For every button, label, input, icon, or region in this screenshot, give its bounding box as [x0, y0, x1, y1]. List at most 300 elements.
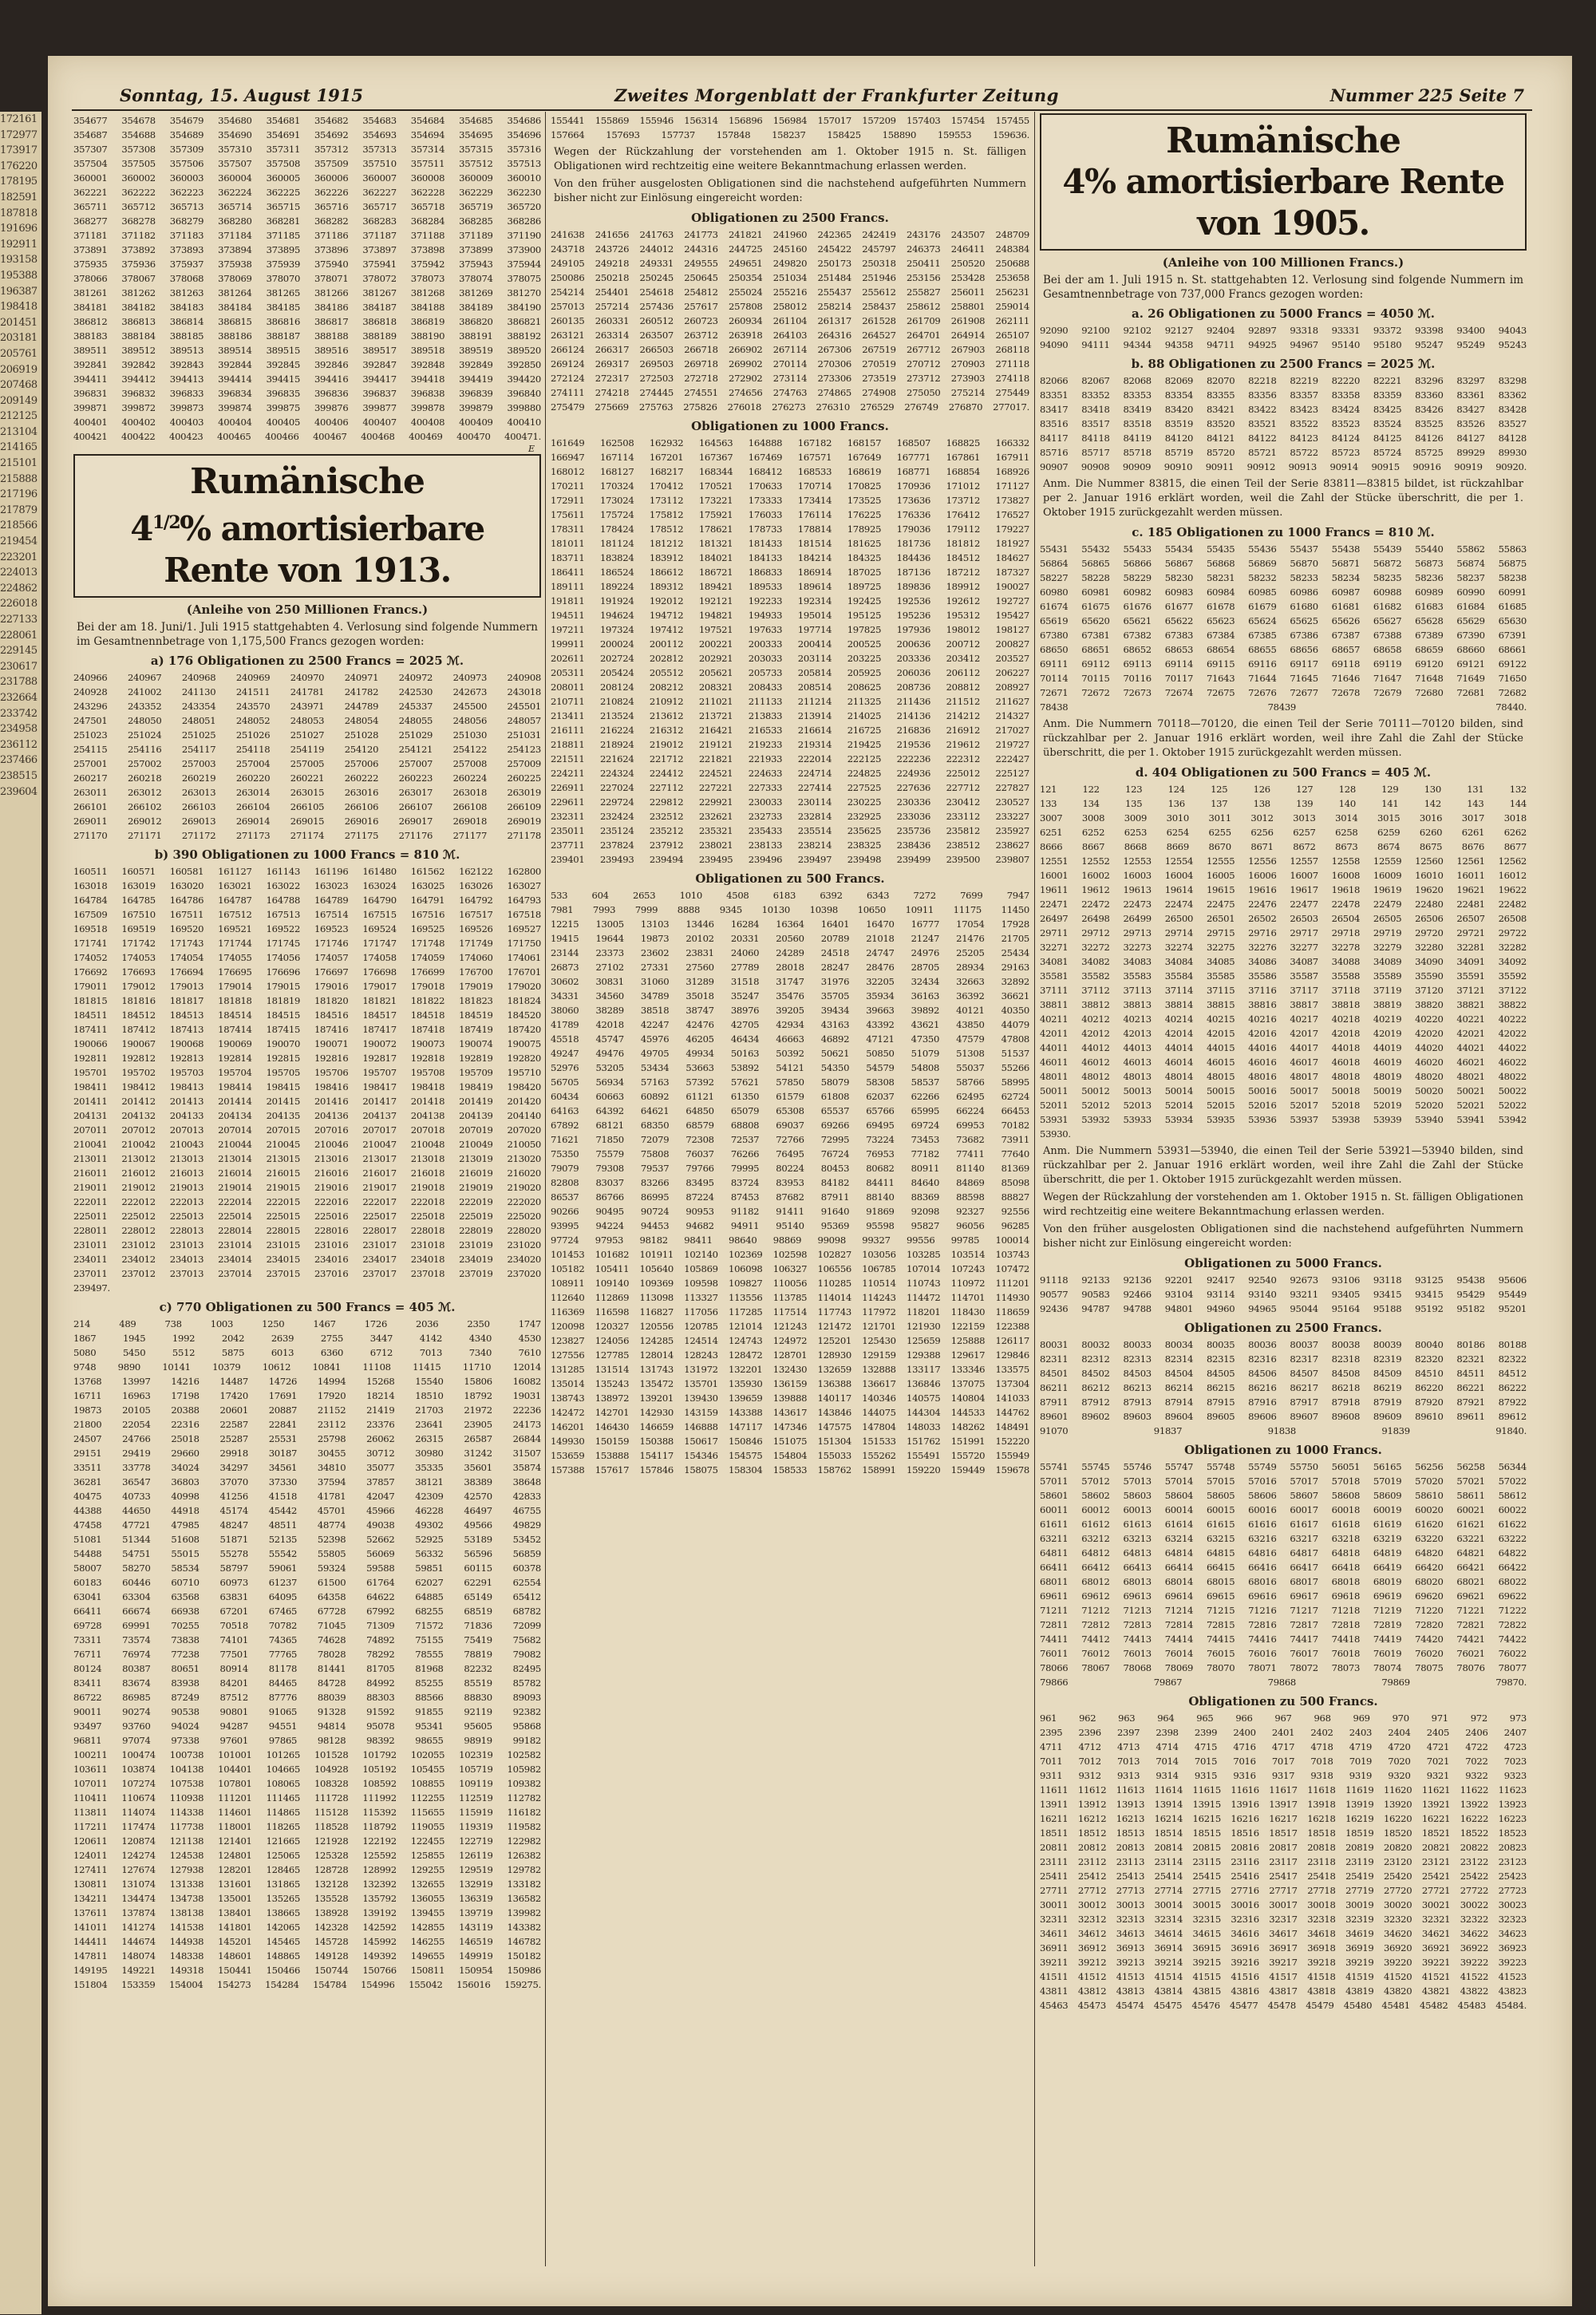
headline-line-1: Rumänische — [1166, 120, 1400, 161]
number-row: 229611 229724 229812 229921 230033 230114 230225 230336 230412 230527 — [551, 796, 1029, 808]
number-row: 33511 33778 34024 34297 34561 34810 35077 35335 35601 35874 — [73, 1462, 541, 1473]
number-row: 87911 87912 87913 87914 87915 87916 87917 87918 87919 87920 87921 87922 — [1040, 1397, 1527, 1408]
number-row: 91070 91837 91838 91839 91840. — [1040, 1425, 1527, 1436]
number-row: 41511 41512 41513 41514 41515 41516 41517 41518 41519 41520 41521 41522 41523 — [1040, 1971, 1527, 1982]
strip-number: 214165 — [0, 441, 38, 454]
strip-number: 217196 — [0, 488, 38, 501]
number-row: 58007 58270 58534 58797 59061 59324 59588 59851 60115 60378 — [73, 1562, 541, 1574]
number-row: 48011 48012 48013 48014 48015 48016 48017 48018 48019 48020 48021 48022 — [1040, 1071, 1527, 1082]
strip-number: 209149 — [0, 394, 38, 407]
number-row: 90011 90274 90538 90801 91065 91328 91592 91855 92119 92382 — [73, 1706, 541, 1717]
number-row: 1867 1945 1992 2042 2639 2755 3447 4142 4340 4530 — [73, 1333, 541, 1344]
section-heading: c. 185 Obligationen zu 1000 Francs = 810 ℳ. — [1132, 525, 1435, 539]
section-heading: Obligationen zu 2500 Francs. — [1184, 1321, 1382, 1335]
strip-number: 195388 — [0, 269, 38, 282]
number-row: 191811 191924 192012 192121 192233 192314 192425 192536 192612 192727 — [551, 595, 1029, 606]
strip-number: 187818 — [0, 207, 38, 219]
number-row: 274111 274218 274445 274551 274656 274763 274865 274908 275050 275214 275449 — [551, 387, 1029, 398]
number-row: 12551 12552 12553 12554 12555 12556 12557 12558 12559 12560 12561 12562 — [1040, 855, 1527, 867]
number-row: 65619 65620 65621 65622 65623 65624 65625 65626 65627 65628 65629 65630 — [1040, 615, 1527, 626]
number-row: 271170 271171 271172 271173 271174 271175 271176 271177 271178 — [73, 830, 541, 841]
number-row: 153659 153888 154117 154346 154575 154804 155033 155262 155491 155720 155949 — [551, 1450, 1029, 1461]
number-row: 250086 250218 250245 250645 250354 251034 251484 251946 253156 253428 253658 — [551, 272, 1029, 283]
section-heading: a. 26 Obligationen zu 5000 Francs = 4050 ℳ. — [1132, 306, 1435, 321]
number-row: 45463 45473 45474 45475 45476 45477 45478 45479 45480 45481 45482 45483 45484. — [1040, 2000, 1527, 2011]
headline-line-1: Rumänische — [190, 461, 425, 502]
number-row: 30011 30012 30013 30014 30015 30016 30017 30018 30019 30020 30021 30022 30023 — [1040, 1899, 1527, 1910]
number-row: 240966 240967 240968 240969 240970 240971 240972 240973 240908 — [73, 672, 541, 683]
number-row: 178311 178424 178512 178621 178733 178814 178925 179036 179112 179227 — [551, 523, 1029, 535]
number-row: 27711 27712 27713 27714 27715 27716 27717 27718 27719 27720 27721 27722 27723 — [1040, 1885, 1527, 1896]
number-row: 195701 195702 195703 195704 195705 195706 195707 195708 195709 195710 — [73, 1067, 541, 1078]
section-heading: Obligationen zu 2500 Francs. — [691, 211, 889, 225]
number-row: 64163 64392 64621 64850 65079 65308 65537 65766 65995 66224 66453 — [551, 1105, 1029, 1116]
number-row: 210711 210824 210912 211021 211133 211214 211325 211436 211512 211627 — [551, 696, 1029, 707]
number-row: 49247 49476 49705 49934 50163 50392 50621 50850 51079 51308 51537 — [551, 1048, 1029, 1059]
number-row: 216111 216224 216312 216421 216533 216614 216725 216836 216912 217027 — [551, 725, 1029, 736]
section-heading: b. 88 Obligationen zu 2500 Francs = 2025 ℳ. — [1131, 357, 1436, 371]
earlier-drawings-note: Von den früher ausgelosten Obligationen sind die nachstehend aufgeführten Nummern bisher nicht zur Einlösung eingereicht worden: — [554, 178, 1026, 204]
number-row: 90577 90583 92466 93104 93114 93140 93211 93405 93415 93415 95429 95449 — [1040, 1289, 1527, 1300]
number-row: 110411 110674 110938 111201 111465 111728 111992 112255 112519 112782 — [73, 1792, 541, 1803]
number-row: 392841 392842 392843 392844 392845 392846 392847 392848 392849 392850 — [73, 359, 541, 370]
number-row: 175611 175724 175812 175921 176033 176114 176225 176336 176412 176527 — [551, 509, 1029, 520]
number-row: 365711 365712 365713 365714 365715 365716 365717 365718 365719 365720 — [73, 201, 541, 212]
number-row: 272124 272317 272503 272718 272902 273114 273306 273519 273712 273903 274118 — [551, 373, 1029, 384]
number-row: 176692 176693 176694 176695 176696 176697 176698 176699 176700 176701 — [73, 966, 541, 978]
number-row: 91118 92133 92136 92201 92417 92540 92673 93106 93118 93125 95438 95606 — [1040, 1274, 1527, 1286]
section-heading: a) 176 Obligationen zu 2500 Francs = 2025 ℳ. — [150, 654, 464, 668]
section-heading: d. 404 Obligationen zu 500 Francs = 405 ℳ. — [1135, 765, 1432, 780]
number-row: 396831 396832 396833 396834 396835 396836 396837 396838 396839 396840 — [73, 388, 541, 399]
number-row: 90907 90908 90909 90910 90911 90912 90913 90914 90915 90916 90919 90920. — [1040, 461, 1527, 472]
number-row: 58227 58228 58229 58230 58231 58232 58233 58234 58235 58236 58237 58238 — [1040, 572, 1527, 583]
number-row: 275479 275669 275763 275826 276018 276273 276310 276529 276749 276870 277017. — [551, 401, 1029, 413]
strip-number: 228061 — [0, 629, 38, 642]
strip-number: 217879 — [0, 504, 38, 516]
number-row: 107011 107274 107538 107801 108065 108328 108592 108855 109119 109382 — [73, 1778, 541, 1789]
number-row: 213411 213524 213612 213721 213833 213914 214025 214136 214212 214327 — [551, 710, 1029, 721]
number-row: 155441 155869 155946 156314 156896 156984 157017 157209 157403 157454 157455 — [551, 115, 1029, 126]
number-row: 394411 394412 394413 394414 394415 394416 394417 394418 394419 394420 — [73, 373, 541, 385]
intro-paragraph: Bei der am 18. Juni/1. Juli 1915 stattgehabten 4. Verlosung sind folgende Nummern im Gesamtnennbetrage von 1,175,500 Francs gezogen worden: — [77, 621, 538, 648]
number-row: 135014 135243 135472 135701 135930 136159 136388 136617 136846 137075 137304 — [551, 1378, 1029, 1389]
number-row: 52976 53205 53434 53663 53892 54121 54350 54579 54808 55037 55266 — [551, 1062, 1029, 1073]
strip-number: 213104 — [0, 425, 38, 438]
number-row: 38060 38289 38518 38747 38976 39205 39434 39663 39892 40121 40350 — [551, 1005, 1029, 1016]
number-row: 44011 44012 44013 44014 44015 44016 44017 44018 44019 44020 44021 44022 — [1040, 1042, 1527, 1053]
number-row: 18511 18512 18513 18514 18515 18516 18517 18518 18519 18520 18521 18522 18523 — [1040, 1827, 1527, 1839]
number-row: 23111 23112 23113 23114 23115 23116 23117 23118 23119 23120 23121 23122 23123 — [1040, 1856, 1527, 1867]
number-row: 72671 72672 72673 72674 72675 72676 72677 72678 72679 72680 72681 72682 — [1040, 687, 1527, 698]
number-row: 251023 251024 251025 251026 251027 251028 251029 251030 251031 — [73, 729, 541, 741]
number-row: 360001 360002 360003 360004 360005 360006 360007 360008 360009 360010 — [73, 172, 541, 184]
number-row: 167509 167510 167511 167512 167513 167514 167515 167516 167517 167518 — [73, 909, 541, 920]
strip-number: 191696 — [0, 223, 38, 235]
strip-number: 219454 — [0, 535, 38, 548]
number-row: 157664 157693 157737 157848 158237 158425 158890 159553 159636. — [551, 129, 1029, 140]
number-row: 101453 101682 101911 102140 102369 102598 102827 103056 103285 103514 103743 — [551, 1249, 1029, 1260]
number-row: 381261 381262 381263 381264 381265 381266 381267 381268 381269 381270 — [73, 287, 541, 298]
issue-date: Sonntag, 15. August 1915 — [120, 85, 363, 105]
number-row: 181815 181816 181817 181818 181819 181820 181821 181822 181823 181824 — [73, 995, 541, 1006]
strip-number: 178195 — [0, 176, 38, 188]
number-row: 8666 8667 8668 8669 8670 8671 8672 8673 8674 8675 8676 8677 — [1040, 841, 1527, 852]
strip-number: 232664 — [0, 691, 38, 704]
number-row: 194511 194624 194712 194821 194933 195014 195125 195236 195312 195427 — [551, 610, 1029, 621]
number-row: 201411 201412 201413 201414 201415 201416 201417 201418 201419 201420 — [73, 1096, 541, 1107]
number-row: 13768 13997 14216 14487 14726 14994 15268 15540 15806 16082 — [73, 1376, 541, 1387]
number-row: 234011 234012 234013 234014 234015 234016 234017 234018 234019 234020 — [73, 1254, 541, 1265]
number-row: 205311 205424 205512 205621 205733 205814 205925 206036 206112 206227 — [551, 667, 1029, 678]
number-row: 9311 9312 9313 9314 9315 9316 9317 9318 9319 9320 9321 9322 9323 — [1040, 1770, 1527, 1781]
number-row: 12215 13005 13103 13446 16284 16364 16401 16470 16777 17054 17928 — [551, 918, 1029, 930]
number-row: 23144 23373 23602 23831 24060 24289 24518 24747 24976 25205 25434 — [551, 947, 1029, 958]
number-row: 43811 43812 43813 43814 43815 43816 43817 43818 43819 43820 43821 43822 43823 — [1040, 1985, 1527, 1997]
number-row: 147811 148074 148338 148601 148865 149128 149392 149655 149919 150182 — [73, 1950, 541, 1961]
number-row: 60183 60446 60710 60973 61237 61500 61764 62027 62291 62554 — [73, 1577, 541, 1588]
number-row: 47458 47721 47985 48247 48511 48774 49038 49302 49566 49829 — [73, 1519, 541, 1531]
number-row: 79079 79308 79537 79766 79995 80224 80453 80682 80911 81140 81369 — [551, 1163, 1029, 1174]
repayment-note: Wegen der Rückzahlung der vorstehenden am 1. Oktober 1915 n. St. fälligen Obligationen wird rechtzeitig eine weitere Bekanntmachung erlassen werden. — [554, 146, 1026, 172]
strip-number: 237466 — [0, 754, 38, 767]
number-row: 34081 34082 34083 34084 34085 34086 34087 34088 34089 34090 34091 34092 — [1040, 956, 1527, 967]
number-row: 151804 153359 154004 154273 154284 154784 154996 155042 156016 159275. — [73, 1979, 541, 1990]
number-row: 26873 27102 27331 27560 27789 28018 28247 28476 28705 28934 29163 — [551, 962, 1029, 973]
strip-number: 196387 — [0, 285, 38, 298]
number-row: 54488 54751 55015 55278 55542 55805 56069 56332 56596 56859 — [73, 1548, 541, 1559]
number-row: 120098 120327 120556 120785 121014 121243 121472 121701 121930 122159 122388 — [551, 1321, 1029, 1332]
number-row: 254115 254116 254117 254118 254119 254120 254121 254122 254123 — [73, 744, 541, 755]
loan-subtitle: (Anleihe von 250 Millionen Francs.) — [186, 602, 429, 617]
number-row: 199911 200024 200112 200221 200333 200414 200525 200636 200712 200827 — [551, 638, 1029, 650]
number-row: 60011 60012 60013 60014 60015 60016 60017 60018 60019 60020 60021 60022 — [1040, 1504, 1527, 1515]
number-row: 123827 124056 124285 124514 124743 124972 125201 125430 125659 125888 126117 — [551, 1335, 1029, 1346]
number-row: 86537 86766 86995 87224 87453 87682 87911 88140 88369 88598 88827 — [551, 1191, 1029, 1203]
number-list — [1040, 1273, 1527, 1316]
number-row: 90266 90495 90724 90953 91182 91411 91640 91869 92098 92327 92556 — [551, 1206, 1029, 1217]
strip-number: 192911 — [0, 238, 38, 251]
number-row: 36911 36912 36913 36914 36915 36916 36917 36918 36919 36920 36921 36922 36923 — [1040, 1942, 1527, 1954]
strip-number: 230617 — [0, 660, 38, 673]
number-row: 386812 386813 386814 386815 386816 386817 386818 386819 386820 386821 — [73, 316, 541, 327]
number-row: 357504 357505 357506 357507 357508 357509 357510 357511 357512 357513 — [73, 158, 541, 169]
number-list — [551, 227, 1029, 414]
number-row: 179011 179012 179013 179014 179015 179016 179017 179018 179019 179020 — [73, 981, 541, 992]
number-row: 130811 131074 131338 131601 131865 132128 132392 132655 132919 133182 — [73, 1878, 541, 1890]
number-row: 84117 84118 84119 84120 84121 84122 84123 84124 84125 84126 84127 84128 — [1040, 433, 1527, 444]
number-row: 94090 94111 94344 94358 94711 94925 94967 95140 95180 95247 95249 95243 — [1040, 339, 1527, 350]
number-row: 231011 231012 231013 231014 231015 231016 231017 231018 231019 231020 — [73, 1239, 541, 1250]
number-row: 86211 86212 86213 86214 86215 86216 86217 86218 86219 86220 86221 86222 — [1040, 1382, 1527, 1393]
number-row: 137611 137874 138138 138401 138665 138928 139192 139455 139719 139982 — [73, 1907, 541, 1918]
number-row: 93497 93760 94024 94287 94551 94814 95078 95341 95605 95868 — [73, 1720, 541, 1732]
number-row: 61611 61612 61613 61614 61615 61616 61617 61618 61619 61620 61621 61622 — [1040, 1519, 1527, 1530]
number-list — [73, 113, 541, 444]
number-row: 371181 371182 371183 371184 371185 371186 371187 371188 371189 371190 — [73, 230, 541, 241]
number-row: 82311 82312 82313 82314 82315 82316 82317 82318 82319 82320 82321 82322 — [1040, 1353, 1527, 1365]
number-row: 266101 266102 266103 266104 266105 266106 266107 266108 266109 — [73, 801, 541, 812]
number-row: 266124 266317 266503 266718 266902 267114 267306 267519 267712 267903 268118 — [551, 344, 1029, 355]
number-row: 63211 63212 63213 63214 63215 63216 63217 63218 63219 63220 63221 63222 — [1040, 1533, 1527, 1544]
strip-number: 218566 — [0, 519, 38, 532]
number-list — [1040, 1460, 1527, 1689]
number-row: 187411 187412 187413 187414 187415 187416 187417 187418 187419 187420 — [73, 1024, 541, 1035]
number-row: 254214 254401 254618 254812 255024 255216 255437 255612 255827 256011 256231 — [551, 286, 1029, 298]
number-row: 61674 61675 61676 61677 61678 61679 61680 61681 61682 61683 61684 61685 — [1040, 601, 1527, 612]
number-row: 53931 53932 53933 53934 53935 53936 53937 53938 53939 53940 53941 53942 — [1040, 1114, 1527, 1125]
number-row: 19611 19612 19613 19614 19615 19616 19617 19618 19619 19620 19621 19622 — [1040, 884, 1527, 895]
annotation-note: Anm. Die Nummern 70118—70120, die einen Teil der Serie 70111—70120 bilden, sind rückzahlbar per 2. Januar 1916 erklärt worden, weil ihre Zahl die Zahl der Stücke überschritt, die per 1. Oktober 1915 zurückgezahlt werden müssen. — [1043, 718, 1523, 759]
number-row: 240928 241002 241130 241511 241781 241782 242530 242673 243018 — [73, 686, 541, 697]
number-row: 121 122 123 124 125 126 127 128 129 130 131 132 — [1040, 784, 1527, 795]
number-row: 186411 186524 186612 186721 186833 186914 187025 187136 187212 187327 — [551, 567, 1029, 578]
column-1 — [73, 113, 541, 2300]
number-row: 166947 167114 167201 167367 167469 167571 167649 167771 167861 167911 — [551, 452, 1029, 463]
number-row: 170211 170324 170412 170521 170633 170714 170825 170936 171012 171127 — [551, 480, 1029, 492]
number-list — [1040, 542, 1527, 714]
number-row: 100211 100474 100738 101001 101265 101528 101792 102055 102319 102582 — [73, 1749, 541, 1760]
number-row: 108911 109140 109369 109598 109827 110056 110285 110514 110743 110972 111201 — [551, 1278, 1029, 1289]
number-row: 237011 237012 237013 237014 237015 237016 237017 237018 237019 237020 — [73, 1268, 541, 1279]
number-row: 389511 389512 389513 389514 389515 389516 389517 389518 389519 389520 — [73, 345, 541, 356]
number-row: 29151 29419 29660 29918 30187 30455 30712 30980 31242 31507 — [73, 1448, 541, 1459]
number-row: 36281 36547 36803 37070 37330 37594 37857 38121 38389 38648 — [73, 1476, 541, 1487]
number-row: 63041 63304 63568 63831 64095 64358 64622 64885 65149 65412 — [73, 1591, 541, 1602]
number-row: 50011 50012 50013 50014 50015 50016 50017 50018 50019 50020 50021 50022 — [1040, 1085, 1527, 1096]
loan-subtitle: (Anleihe von 100 Millionen Francs.) — [1162, 255, 1404, 270]
strip-number: 226018 — [0, 598, 38, 610]
number-row: 208011 208124 208212 208321 208433 208514 208625 208736 208812 208927 — [551, 681, 1029, 693]
number-row: 67892 68121 68350 68579 68808 69037 69266 69495 69724 69953 70182 — [551, 1120, 1029, 1131]
intro-paragraph: Bei der am 1. Juli 1915 n. St. stattgehabten 12. Verlosung sind folgende Nummern im Gesamtnennbetrage von 737,000 Francs gezogen worden: — [1043, 274, 1523, 301]
strip-number: 238515 — [0, 769, 38, 782]
number-row: 400401 400402 400403 400404 400405 400406 400407 400408 400409 400410 — [73, 417, 541, 428]
number-row: 32271 32272 32273 32274 32275 32276 32277 32278 32279 32280 32281 32282 — [1040, 942, 1527, 953]
number-row: 53930. — [1040, 1128, 1071, 1140]
number-row: 157388 157617 157846 158075 158304 158533 158762 158991 159220 159449 159678 — [551, 1464, 1029, 1476]
number-row: 134211 134474 134738 135001 135265 135528 135792 136055 136319 136582 — [73, 1893, 541, 1904]
number-row: 24507 24766 25018 25287 25531 25798 26062 26315 26587 26844 — [73, 1433, 541, 1444]
number-row: 78438 78439 78440. — [1040, 701, 1527, 713]
number-list — [73, 864, 541, 1295]
number-row: 60434 60663 60892 61121 61350 61579 61808 62037 62266 62495 62724 — [551, 1091, 1029, 1102]
number-row: 92090 92100 92102 92127 92404 92897 93318 93331 93372 93398 93400 94043 — [1040, 325, 1527, 336]
number-row: 237711 237824 237912 238021 238133 238214 238325 238436 238512 238627 — [551, 839, 1029, 851]
number-row: 269011 269012 269013 269014 269015 269016 269017 269018 269019 — [73, 816, 541, 827]
number-row: 11611 11612 11613 11614 11615 11616 11617 11618 11619 11620 11621 11622 11623 — [1040, 1784, 1527, 1796]
number-row: 19873 20105 20388 20601 20887 21152 21419 21703 21972 22236 — [73, 1404, 541, 1416]
number-row: 25411 25412 25413 25414 25415 25416 25417 25418 25419 25420 25421 25422 25423 — [1040, 1871, 1527, 1882]
earlier-drawings-note: Von den früher ausgelosten Obligationen sind die nachstehend aufgeführten Nummern bisher nicht zur Einlösung eingereicht worden: — [1043, 1223, 1523, 1250]
headline-box-1905 — [1040, 113, 1527, 251]
number-row: 362221 362222 362223 362224 362225 362226 362227 362228 362229 362230 — [73, 187, 541, 198]
strip-number: 239604 — [0, 785, 38, 798]
number-row: 76711 76974 77238 77501 77765 78028 78292 78555 78819 79082 — [73, 1649, 541, 1660]
number-row: 204131 204132 204133 204134 204135 204136 204137 204138 204139 204140 — [73, 1110, 541, 1121]
strip-number: 236112 — [0, 738, 38, 751]
number-row: 21800 22054 22316 22587 22841 23112 23376 23641 23905 24173 — [73, 1419, 541, 1430]
number-row: 120611 120874 121138 121401 121665 121928 122192 122455 122719 122982 — [73, 1835, 541, 1847]
number-row: 26497 26498 26499 26500 26501 26502 26503 26504 26505 26506 26507 26508 — [1040, 913, 1527, 924]
number-row: 83351 83352 83353 83354 83355 83356 83357 83358 83359 83360 83361 83362 — [1040, 389, 1527, 401]
number-row: 55431 55432 55433 55434 55435 55436 55437 55438 55439 55440 55862 55863 — [1040, 543, 1527, 555]
number-row: 83516 83517 83518 83519 83520 83521 83522 83523 83524 83525 83526 83527 — [1040, 418, 1527, 429]
number-row: 52011 52012 52013 52014 52015 52016 52017 52018 52019 52020 52021 52022 — [1040, 1100, 1527, 1111]
annotation-note: Anm. Die Nummer 83815, die einen Teil der Serie 83811—83815 bildet, ist rückzahlbar per 2. Januar 1916 erklärt worden, weil die Zahl der Stücke überschritt, die per 1. Oktober 1915 zurückgezahlt werden müssen. — [1043, 478, 1523, 519]
number-row: 144411 144674 144938 145201 145465 145728 145992 146255 146519 146782 — [73, 1936, 541, 1947]
number-row: 190066 190067 190068 190069 190070 190071 190072 190073 190074 190075 — [73, 1038, 541, 1049]
number-row: 55741 55745 55746 55747 55748 55749 55750 56051 56165 56256 56258 56344 — [1040, 1461, 1527, 1472]
number-row: 161649 162508 162932 164563 164888 167182 168157 168507 168825 166332 — [551, 437, 1029, 448]
number-row: 93995 94224 94453 94682 94911 95140 95369 95598 95827 96056 96285 — [551, 1220, 1029, 1231]
number-row: 80031 80032 80033 80034 80035 80036 80037 80038 80039 80040 80186 80188 — [1040, 1339, 1527, 1350]
number-row: 9748 9890 10141 10379 10612 10841 11108 11415 11710 12014 — [73, 1361, 541, 1373]
column-rule — [1034, 112, 1035, 2266]
number-row: 51081 51344 51608 51871 52135 52398 52662 52925 53189 53452 — [73, 1534, 541, 1545]
number-row: 60980 60981 60982 60983 60984 60985 60986 60987 60988 60989 60990 60991 — [1040, 587, 1527, 598]
number-row: 13911 13912 13913 13914 13915 13916 13917 13918 13919 13920 13921 13922 13923 — [1040, 1799, 1527, 1810]
strip-number: 207468 — [0, 379, 38, 392]
number-row: 3007 3008 3009 3010 3011 3012 3013 3014 3015 3016 3017 3018 — [1040, 812, 1527, 824]
number-row: 160511 160571 160581 161127 161143 161196 161480 161562 162122 162800 — [73, 866, 541, 877]
number-row: 74411 74412 74413 74414 74415 74416 74417 74418 74419 74420 74421 74422 — [1040, 1634, 1527, 1645]
section-heading: Obligationen zu 500 Francs. — [695, 871, 885, 886]
number-row: 96811 97074 97338 97601 97865 98128 98392 98655 98919 99182 — [73, 1735, 541, 1746]
number-row: 269124 269317 269503 269718 269902 270114 270306 270519 270712 270903 271118 — [551, 358, 1029, 369]
number-row: 86722 86985 87249 87512 87776 88039 88303 88566 88830 89093 — [73, 1692, 541, 1703]
number-row: 7981 7993 7999 8888 9345 10130 10398 10650 10911 11175 11450 — [551, 904, 1029, 915]
number-row: 64811 64812 64813 64814 64815 64816 64817 64818 64819 64820 64821 64822 — [1040, 1547, 1527, 1558]
number-row: 263121 263314 263507 263712 263918 264103 264316 264527 264701 264914 265107 — [551, 330, 1029, 341]
number-row: 105182 105411 105640 105869 106098 106327 106556 106785 107014 107243 107472 — [551, 1263, 1029, 1274]
number-row: 56864 56865 56866 56867 56868 56869 56870 56871 56872 56873 56874 56875 — [1040, 558, 1527, 569]
number-row: 78066 78067 78068 78069 78070 78071 78072 78073 78074 78075 78076 78077 — [1040, 1662, 1527, 1673]
number-row: 83417 83418 83419 83420 83421 83422 83423 83424 83425 83426 83427 83428 — [1040, 404, 1527, 415]
number-row: 40211 40212 40213 40214 40215 40216 40217 40218 40219 40220 40221 40222 — [1040, 1013, 1527, 1025]
newspaper-title: Zweites Morgenblatt der Frankfurter Zeitung — [614, 85, 1059, 105]
number-row: 388183 388184 388185 388186 388187 388188 388189 388190 388191 388192 — [73, 330, 541, 342]
number-row: 133 134 135 136 137 138 139 140 141 142 143 144 — [1040, 798, 1527, 809]
number-list — [73, 1317, 541, 1992]
number-row: 375935 375936 375937 375938 375939 375940 375941 375942 375943 375944 — [73, 259, 541, 270]
number-row: 225011 225012 225013 225014 225015 225016 225017 225018 225019 225020 — [73, 1211, 541, 1222]
number-row: 19415 19644 19873 20102 20331 20560 20789 21018 21247 21476 21705 — [551, 933, 1029, 944]
number-row: 83411 83674 83938 84201 84465 84728 84992 85255 85519 85782 — [73, 1677, 541, 1689]
number-row: 131285 131514 131743 131972 132201 132430 132659 132888 133117 133346 133575 — [551, 1364, 1029, 1375]
number-row: 117211 117474 117738 118001 118265 118528 118792 119055 119319 119582 — [73, 1821, 541, 1832]
number-row: 82808 83037 83266 83495 83724 83953 84182 84411 84640 84869 85098 — [551, 1177, 1029, 1188]
number-row: 30602 30831 31060 31289 31518 31747 31976 32205 32434 32663 32892 — [551, 976, 1029, 987]
strip-number: 215101 — [0, 457, 38, 470]
number-row: 84501 84502 84503 84504 84505 84506 84507 84508 84509 84510 84511 84512 — [1040, 1368, 1527, 1379]
number-row: 210041 210042 210043 210044 210045 210046 210047 210048 210049 210050 — [73, 1139, 541, 1150]
number-row: 22471 22472 22473 22474 22475 22476 22477 22478 22479 22480 22481 22482 — [1040, 899, 1527, 910]
number-row: 400421 400422 400423 400465 400466 400467 400468 400469 400470 400471. — [73, 431, 541, 442]
number-row: 257001 257002 257003 257004 257005 257006 257007 257008 257009 — [73, 758, 541, 769]
number-list — [551, 436, 1029, 867]
number-row: 16711 16963 17198 17420 17691 17920 18214 18510 18792 19031 — [73, 1390, 541, 1401]
number-row: 149930 150159 150388 150617 150846 151075 151304 151533 151762 151991 152220 — [551, 1436, 1029, 1447]
number-row: 124011 124274 124538 124801 125065 125328 125592 125855 126119 126382 — [73, 1850, 541, 1861]
number-row: 68011 68012 68013 68014 68015 68016 68017 68018 68019 68020 68021 68022 — [1040, 1576, 1527, 1587]
strip-number: 201451 — [0, 316, 38, 329]
number-row: 218811 218924 219012 219121 219233 219314 219425 219536 219612 219727 — [551, 739, 1029, 750]
number-row: 961 962 963 964 965 966 967 968 969 970 971 972 973 — [1040, 1713, 1527, 1724]
section-heading: Obligationen zu 1000 Francs. — [691, 419, 889, 433]
number-row: 197211 197324 197412 197521 197633 197714 197825 197936 198012 198127 — [551, 624, 1029, 635]
number-row: 216011 216012 216013 216014 216015 216016 216017 216018 216019 216020 — [73, 1167, 541, 1179]
number-row: 32311 32312 32313 32314 32315 32316 32317 32318 32319 32320 32321 32322 32323 — [1040, 1914, 1527, 1925]
number-row: 7011 7012 7013 7014 7015 7016 7017 7018 7019 7020 7021 7022 7023 — [1040, 1756, 1527, 1767]
headline-box-1913 — [73, 454, 541, 598]
number-row: 257013 257214 257436 257617 257808 258012 258214 258437 258612 258801 259014 — [551, 301, 1029, 312]
number-row: 2395 2396 2397 2398 2399 2400 2401 2402 2403 2404 2405 2406 2407 — [1040, 1727, 1527, 1738]
number-row: 260217 260218 260219 260220 260221 260222 260223 260224 260225 — [73, 772, 541, 784]
number-row: 235011 235124 235212 235321 235433 235514 235625 235736 235812 235927 — [551, 825, 1029, 836]
strip-number: 176220 — [0, 160, 38, 172]
number-row: 184511 184512 184513 184514 184515 184516 184517 184518 184519 184520 — [73, 1009, 541, 1021]
strip-number: 234958 — [0, 723, 38, 736]
number-row: 241638 241656 241763 241773 241821 241960 242365 242419 243176 243507 248709 — [551, 229, 1029, 240]
number-row: 207011 207012 207013 207014 207015 207016 207017 207018 207019 207020 — [73, 1124, 541, 1136]
strip-number: 233742 — [0, 707, 38, 720]
number-row: 16211 16212 16213 16214 16215 16216 16217 16218 16219 16220 16221 16222 16223 — [1040, 1813, 1527, 1824]
number-row: 40475 40733 40998 41256 41518 41781 42047 42309 42570 42833 — [73, 1491, 541, 1502]
number-row: 198411 198412 198413 198414 198415 198416 198417 198418 198419 198420 — [73, 1081, 541, 1092]
number-row: 4711 4712 4713 4714 4715 4716 4717 4718 4719 4720 4721 4722 4723 — [1040, 1741, 1527, 1752]
number-row: 75350 75579 75808 76037 76266 76495 76724 76953 77182 77411 77640 — [551, 1148, 1029, 1159]
number-row: 41789 42018 42247 42476 42705 42934 43163 43392 43621 43850 44079 — [551, 1019, 1029, 1030]
number-list — [551, 113, 1029, 142]
number-row: 112640 112869 113098 113327 113556 113785 114014 114243 114472 114701 114930 — [551, 1292, 1029, 1303]
number-row: 92436 94787 94788 94801 94960 94965 95044 95164 95188 95192 95182 95201 — [1040, 1303, 1527, 1314]
number-row: 163018 163019 163020 163021 163022 163023 163024 163025 163026 163027 — [73, 880, 541, 891]
number-row: 42011 42012 42013 42014 42015 42016 42017 42018 42019 42020 42021 42022 — [1040, 1028, 1527, 1039]
number-row: 243296 243352 243354 243570 243971 244789 245337 245500 245501 — [73, 701, 541, 712]
number-row: 85716 85717 85718 85719 85720 85721 85722 85723 85724 85725 89929 89930 — [1040, 447, 1527, 458]
number-row: 239401 239493 239494 239495 239496 239497 239498 239499 239500 239807 — [551, 854, 1029, 865]
column-2 — [551, 113, 1029, 2300]
number-row: 354687 354688 354689 354690 354691 354692 354693 354694 354695 354696 — [73, 129, 541, 140]
number-list — [1040, 782, 1527, 1141]
number-row: 68650 68651 68652 68653 68654 68655 68656 68657 68658 68659 68660 68661 — [1040, 644, 1527, 655]
number-row: 219011 219012 219013 219014 219015 219016 219017 219018 219019 219020 — [73, 1182, 541, 1193]
number-row: 34611 34612 34613 34614 34615 34616 34617 34618 34619 34620 34621 34622 34623 — [1040, 1928, 1527, 1939]
number-row: 202611 202724 202812 202921 203033 203114 203225 203336 203412 203527 — [551, 653, 1029, 664]
column-rule — [545, 112, 546, 2266]
number-row: 39211 39212 39213 39214 39215 39216 39217 39218 39219 39220 39221 39222 39223 — [1040, 1957, 1527, 1968]
strip-number: 212125 — [0, 410, 38, 423]
number-row: 69111 69112 69113 69114 69115 69116 69117 69118 69119 69120 69121 69122 — [1040, 658, 1527, 670]
number-list — [1040, 323, 1527, 352]
strip-number: 182591 — [0, 191, 38, 203]
number-row: 181011 181124 181212 181321 181433 181514 181625 181736 181812 181927 — [551, 538, 1029, 549]
number-row: 168012 168127 168217 168344 168412 168533 168619 168771 168854 168926 — [551, 466, 1029, 477]
number-row: 56705 56934 57163 57392 57621 57850 58079 58308 58537 58766 58995 — [551, 1077, 1029, 1088]
strip-number: 223201 — [0, 551, 38, 563]
number-row: 373891 373892 373893 373894 373895 373896 373897 373898 373899 373900 — [73, 244, 541, 255]
number-list — [73, 670, 541, 843]
column-3 — [1040, 113, 1527, 2300]
number-row: 239497. — [73, 1282, 110, 1294]
adjacent-page-strip — [0, 112, 41, 2314]
number-row: 58601 58602 58603 58604 58605 58606 58607 58608 58609 58610 58611 58612 — [1040, 1490, 1527, 1501]
strip-number: 227133 — [0, 614, 38, 626]
number-row: 354677 354678 354679 354680 354681 354682 354683 354684 354685 354686 — [73, 115, 541, 126]
section-heading: Obligationen zu 500 Francs. — [1188, 1694, 1378, 1709]
number-row: 378066 378067 378068 378069 378070 378071 378072 378073 378074 378075 — [73, 273, 541, 284]
